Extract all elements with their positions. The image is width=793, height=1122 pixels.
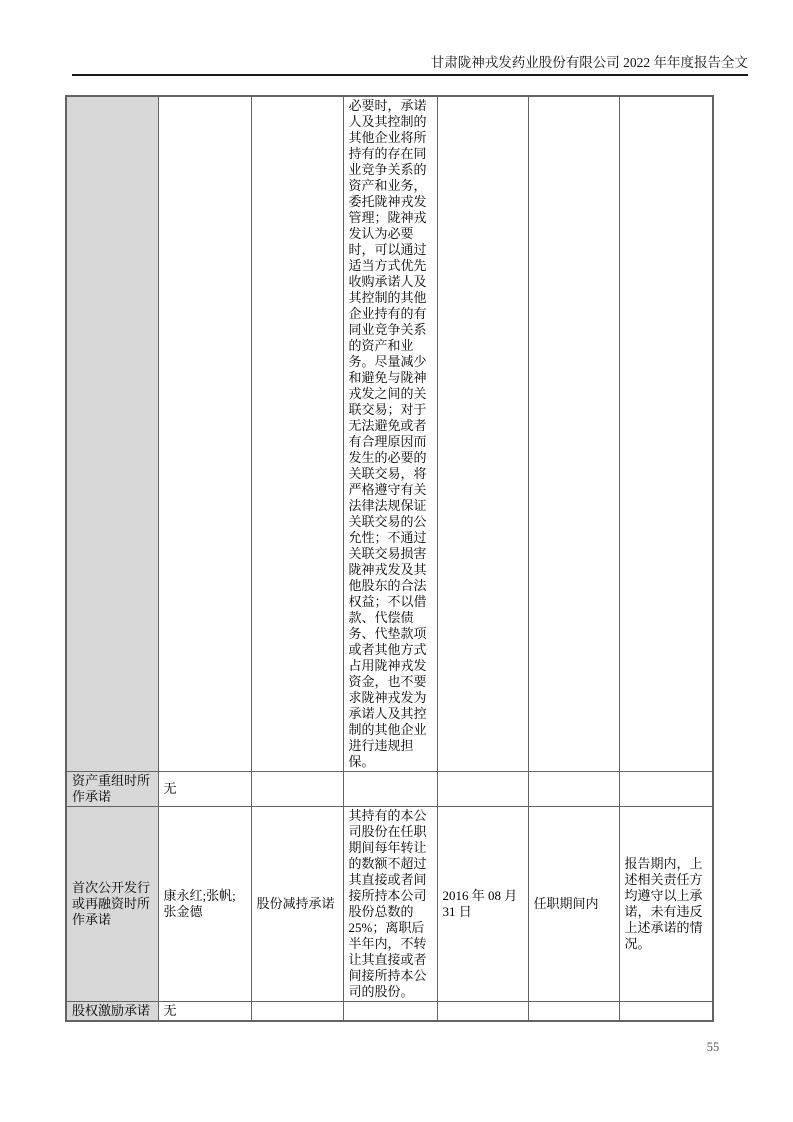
- cell-commitment-category: 首次公开发行或再融资时所作承诺: [66, 807, 158, 1002]
- cell-commitment-date: [437, 1002, 528, 1022]
- table-row-asset-restructuring: [66, 772, 713, 807]
- cell-commitment-category: 股权激励承诺: [66, 1002, 158, 1022]
- page-number: 55: [706, 1040, 720, 1054]
- cell-commitment-date: [437, 96, 528, 772]
- cell-commitment-type: [251, 1002, 343, 1022]
- cell-performance-status: [619, 96, 713, 772]
- cell-committer: 康永红;张帆;张金德: [158, 807, 251, 1002]
- cell-commitment-content: 必要时，承诺人及其控制的其他企业将所持有的存在同业竞争关系的资产和业务，委托陇神戎发管理；陇神戎发认为必要时，可以通过适当方式优先收购承诺人及其控制的其他企业持有的有同业竞争关系的资产和业务。尽量减少和避免与陇神戎发之间的关联交易；对于无法避免或者有合理原因而发生的必要的关联交易，将严格遵守有关法律法规保证关联交易的公允性；不通过关联交易损害陇神戎发及其他股东的合法权益；不以借款、代偿债务、代垫款项或者其他方式占用陇神戎发资金，也不要求陇神戎发为承诺人及其控制的其他企业进行违规担保。: [343, 96, 437, 772]
- cell-commitment-term: [528, 96, 619, 772]
- header-divider: [72, 74, 748, 76]
- cell-performance-status: [619, 772, 713, 807]
- cell-commitment-term: [528, 772, 619, 807]
- cell-commitment-content: 其持有的本公司股份在任职期间每年转让的数额不超过其直接或者间接所持本公司股份总数的25%；离职后半年内，不转让其直接或者间接所持本公司的股份。: [343, 807, 437, 1002]
- cell-commitment-term: 任职期间内: [528, 807, 619, 1002]
- cell-commitment-category: 资产重组时所作承诺: [66, 772, 158, 807]
- table-row-equity-incentive: [66, 1002, 713, 1022]
- cell-commitment-type: [251, 772, 343, 807]
- cell-commitment-date: 2016 年 08 月 31 日: [437, 807, 528, 1002]
- cell-commitment-category: [66, 96, 158, 772]
- cell-commitment-content: [343, 1002, 437, 1022]
- commitments-table: [65, 95, 714, 1022]
- table-row-continued-commitment: [66, 96, 713, 772]
- cell-commitment-type: [251, 96, 343, 772]
- cell-committer: [158, 96, 251, 772]
- cell-performance-status: [619, 1002, 713, 1022]
- page-header-title: 甘肃陇神戎发药业股份有限公司 2022 年年度报告全文: [430, 55, 748, 70]
- cell-commitment-type: 股份减持承诺: [251, 807, 343, 1002]
- table-row-ipo-refinancing: [66, 807, 713, 1002]
- cell-committer: 无: [158, 1002, 251, 1022]
- cell-commitment-content: [343, 772, 437, 807]
- cell-performance-status: 报告期内，上述相关责任方均遵守以上承诺，未有违反上述承诺的情况。: [619, 807, 713, 1002]
- cell-committer: 无: [158, 772, 251, 807]
- cell-commitment-term: [528, 1002, 619, 1022]
- cell-commitment-date: [437, 772, 528, 807]
